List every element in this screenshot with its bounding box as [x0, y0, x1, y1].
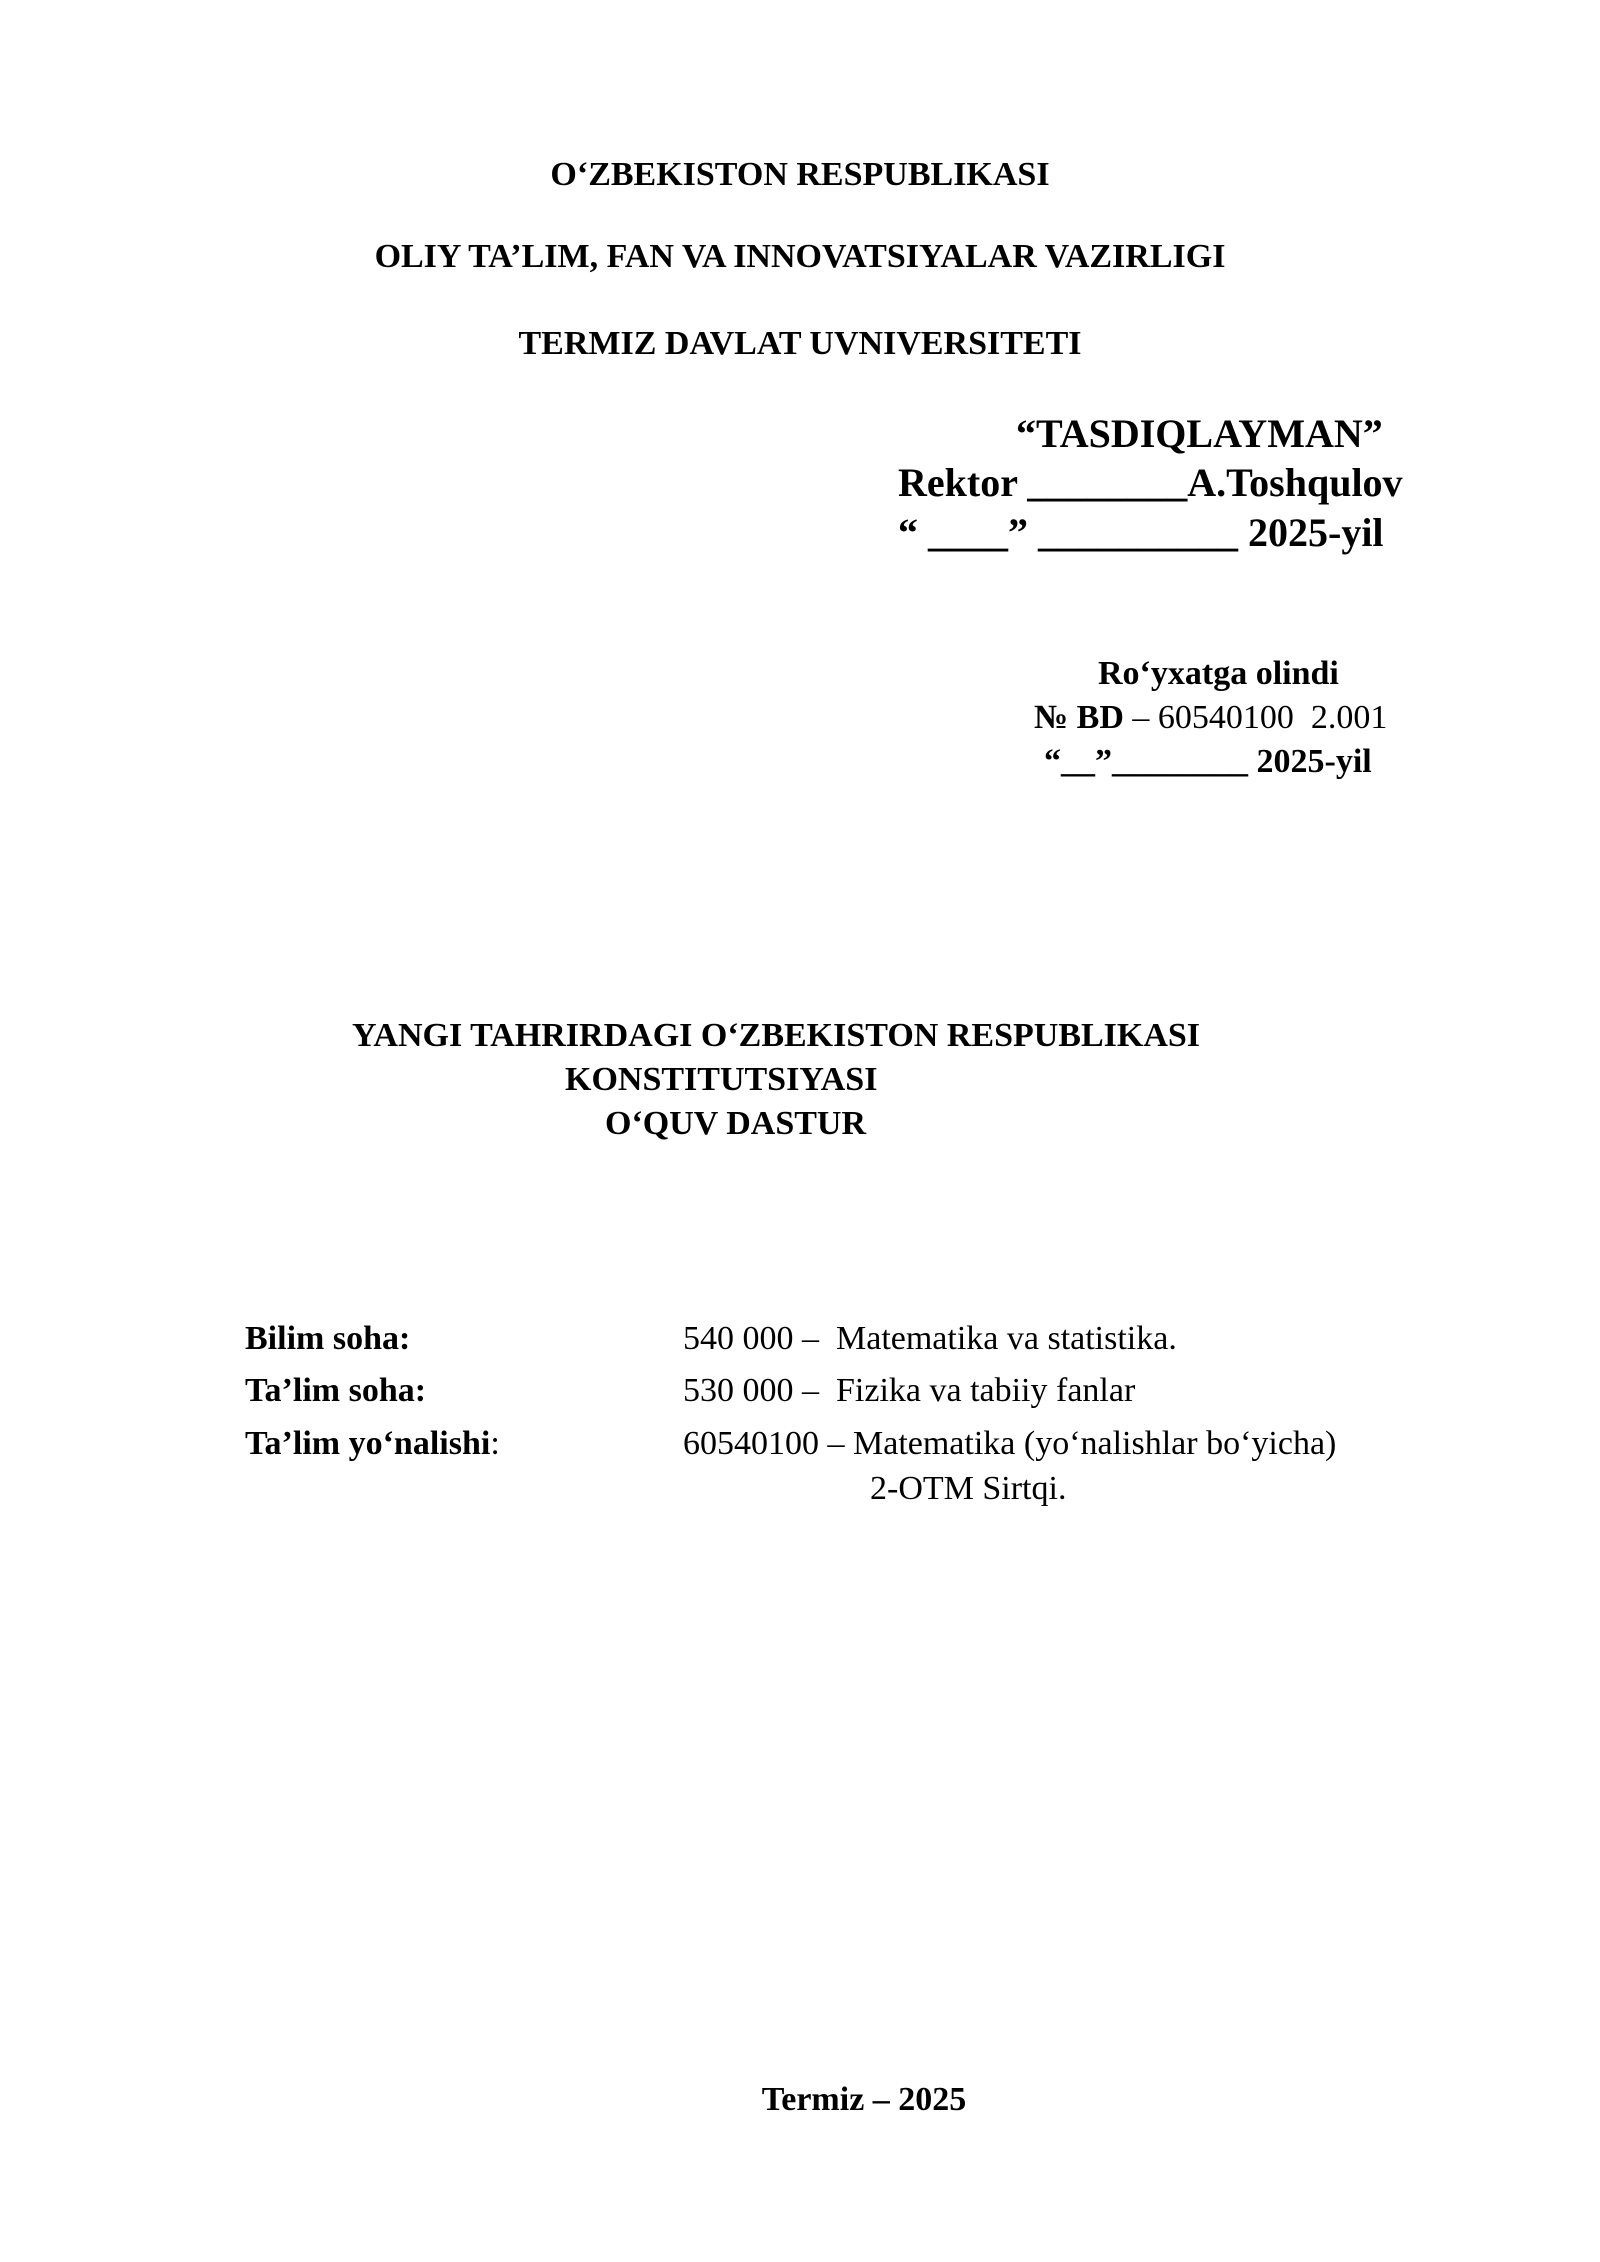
document-title-line2: KONSTITUTSIYASI — [565, 1061, 878, 1098]
approval-title: “TASDIQLAYMAN” — [1016, 411, 1383, 456]
footer-city-year: Termiz – 2025 — [761, 2081, 967, 2118]
header-university: TERMIZ DAVLAT UVNIVERSITETI — [518, 325, 1082, 362]
approval-rector-line: Rektor ________A.Toshqulov — [898, 460, 1403, 505]
header-country: O‘ZBEKISTON RESPUBLIKASI — [550, 156, 1050, 193]
detail-value-direction: 60540100 – Matematika (yo‘nalishlar bo‘yicha) — [683, 1425, 1337, 1462]
detail-value-knowledge-area: 540 000 – Matematika va statistika. — [683, 1320, 1177, 1357]
document-title-line3: O‘QUV DASTUR — [605, 1105, 867, 1142]
document-title-line1: YANGI TAHRIRDAGI O‘ZBEKISTON RESPUBLIKASI — [352, 1017, 1201, 1054]
registration-number-value: – 60540100 2.001 — [1123, 699, 1388, 736]
detail-value-direction-line2: 2-OTM Sirtqi. — [870, 1470, 1067, 1507]
detail-label-direction-text: Ta’lim yo‘nalishi — [245, 1425, 491, 1462]
detail-label-direction-colon: : — [490, 1425, 500, 1462]
header-ministry: OLIY TA’LIM, FAN VA INNOVATSIYALAR VAZIRLIGI — [374, 238, 1226, 275]
registration-number — [1034, 701, 1387, 735]
detail-label-direction — [245, 1427, 500, 1461]
detail-label-education-area: Ta’lim soha: — [245, 1372, 427, 1409]
detail-label-knowledge-area: Bilim soha: — [245, 1320, 411, 1357]
detail-value-education-area: 530 000 – Fizika va tabiiy fanlar — [683, 1372, 1136, 1409]
approval-date-line: “ ____” __________ 2025-yil — [898, 510, 1384, 555]
registration-number-prefix: № BD — [1034, 699, 1124, 736]
registration-title: Ro‘yxatga olindi — [1098, 655, 1339, 692]
registration-date-line: “__”________ 2025-yil — [1044, 743, 1372, 780]
